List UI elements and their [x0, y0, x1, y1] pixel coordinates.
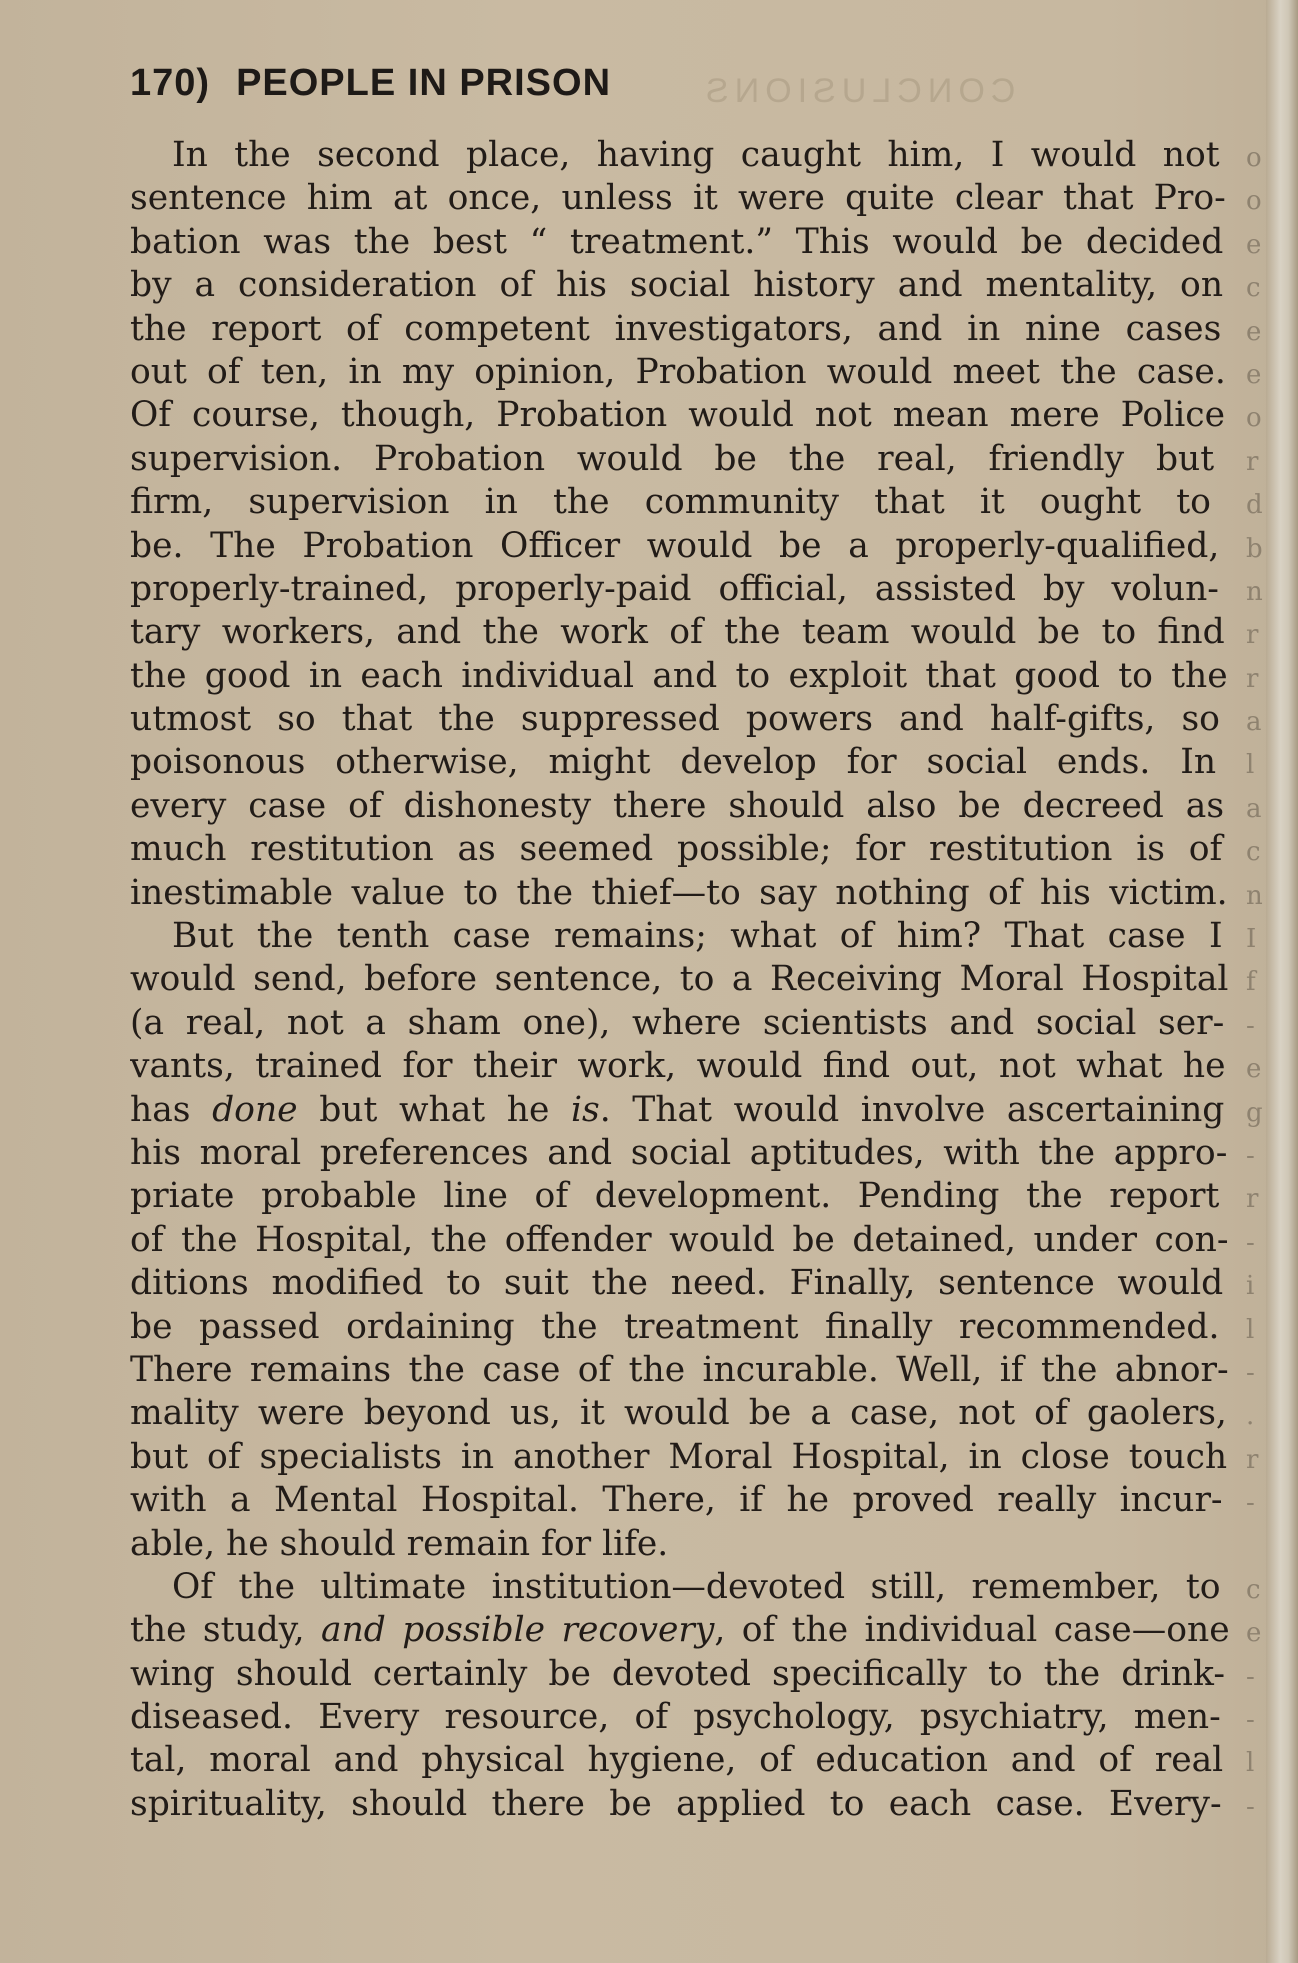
gutter-fragment: o	[1246, 403, 1262, 434]
gutter-fragment: -	[1246, 1227, 1255, 1258]
gutter-fragment: c	[1246, 273, 1261, 304]
text-line	[130, 394, 1270, 437]
gutter-fragment: r	[1246, 446, 1259, 477]
text-segment: the report of competent investigators, and in nine cases	[130, 308, 1222, 349]
text-segment: ditions modified to suit the need. Finally, sentence would	[130, 1263, 1224, 1304]
text-segment: inestimable value to the thief—to say nothing of his victim.	[130, 872, 1228, 913]
text-segment: spirituality, should there be applied to each case. Every-	[130, 1783, 1222, 1824]
text-line	[130, 1479, 1270, 1522]
page-gutter	[1266, 0, 1298, 1963]
text-segment: out of ten, in my opinion, Probation would meet the case.	[130, 351, 1226, 392]
text-segment: able, he should remain for life.	[130, 1523, 669, 1564]
text-segment: be. The Probation Officer would be a properly-qualified,	[130, 525, 1220, 566]
text-line	[130, 1262, 1270, 1305]
text-segment: by a consideration of his social history and mentality, on	[130, 265, 1224, 306]
text-line	[130, 915, 1270, 958]
bleed-through-text: CONCLUSIONS	[700, 72, 1016, 110]
text-line	[130, 1653, 1270, 1696]
gutter-fragment: -	[1246, 1140, 1255, 1171]
text-segment: properly-trained, properly-paid official, assisted by volun-	[130, 568, 1219, 609]
text-line	[130, 438, 1270, 481]
gutter-fragment: a	[1246, 793, 1262, 824]
text-segment: would send, before sentence, to a Receiving Moral Hospital	[130, 959, 1229, 1000]
text-segment: vants, trained for their work, would find out, not what he	[130, 1046, 1226, 1087]
gutter-fragment: -	[1246, 1661, 1255, 1692]
gutter-fragment: l	[1246, 1314, 1255, 1345]
text-line	[130, 1392, 1270, 1435]
text-line	[130, 1175, 1270, 1218]
text-segment: every case of dishonesty there should also be decreed as	[130, 785, 1225, 826]
text-segment: but what he	[297, 1089, 571, 1130]
text-line	[130, 1739, 1270, 1782]
text-line	[130, 1523, 1270, 1566]
text-line	[130, 1609, 1270, 1652]
text-line	[130, 741, 1270, 784]
gutter-fragment: g	[1246, 1097, 1263, 1128]
gutter-fragment: I	[1246, 924, 1257, 955]
text-line	[130, 481, 1270, 524]
text-line	[130, 1783, 1270, 1826]
running-title: PEOPLE IN PRISON	[236, 62, 612, 104]
text-segment: with a Mental Hospital. There, if he proved really incur-	[130, 1480, 1223, 1521]
text-segment: Of the ultimate institution—devoted still, remember, to	[172, 1566, 1221, 1607]
text-line	[130, 785, 1270, 828]
italic-text: done	[212, 1089, 298, 1130]
text-segment: sentence him at once, unless it were quite clear that Pro-	[130, 178, 1226, 219]
text-line	[130, 1132, 1270, 1175]
text-line	[130, 1045, 1270, 1088]
text-segment: much restitution as seemed possible; for restitution is of	[130, 829, 1223, 870]
text-line	[130, 308, 1270, 351]
text-segment: bation was the best “ treatment.” This would be decided	[130, 221, 1224, 262]
text-segment: (a real, not a sham one), where scientists and social ser-	[130, 1002, 1225, 1043]
text-segment: But the tenth case remains; what of him? That case I	[172, 916, 1223, 957]
text-segment: supervision. Probation would be the real, friendly but	[130, 438, 1215, 479]
text-segment: priate probable line of development. Pending the report	[130, 1176, 1220, 1217]
text-segment: diseased. Every resource, of psychology, psychiatry, men-	[130, 1697, 1221, 1738]
text-line	[130, 1436, 1270, 1479]
body-text	[130, 134, 1270, 1826]
text-line	[130, 611, 1270, 654]
text-line	[130, 351, 1270, 394]
text-segment: be passed ordaining the treatment finally recommended.	[130, 1306, 1220, 1347]
text-segment: poisonous otherwise, might develop for social ends. In	[130, 742, 1217, 783]
text-segment: tary workers, and the work of the team would be to find	[130, 612, 1225, 653]
text-line	[130, 1696, 1270, 1739]
gutter-fragment: b	[1246, 533, 1263, 564]
text-line	[130, 568, 1270, 611]
text-line	[130, 655, 1270, 698]
gutter-fragment: e	[1246, 316, 1262, 347]
text-segment: In the second place, having caught him, I would not	[172, 135, 1220, 175]
gutter-fragment: n	[1246, 880, 1263, 911]
gutter-fragment: e	[1246, 1054, 1262, 1085]
running-header	[130, 62, 611, 105]
gutter-fragment: n	[1246, 576, 1263, 607]
gutter-fragment: c	[1246, 837, 1261, 868]
gutter-fragment: l	[1246, 750, 1255, 781]
gutter-fragment: r	[1246, 1184, 1259, 1215]
text-line	[130, 828, 1270, 871]
gutter-fragment: f	[1245, 967, 1256, 998]
page-number: 170)	[130, 62, 211, 104]
text-segment: Of course, though, Probation would not mean mere Police	[130, 395, 1226, 436]
text-line	[130, 698, 1270, 741]
text-segment: his moral preferences and social aptitudes, with the appro-	[130, 1132, 1228, 1173]
text-line	[130, 1566, 1270, 1609]
gutter-fragment: .	[1246, 1401, 1255, 1432]
text-segment: utmost so that the suppressed powers and half-gifts, so	[130, 699, 1220, 740]
text-line	[130, 221, 1270, 264]
gutter-fragment: -	[1246, 1357, 1255, 1388]
italic-text: and possible recovery	[321, 1610, 715, 1651]
text-line	[130, 1349, 1270, 1392]
text-line	[130, 177, 1270, 220]
text-line	[130, 525, 1270, 568]
gutter-fragment: c	[1246, 1574, 1261, 1605]
gutter-fragment: a	[1246, 707, 1262, 738]
text-segment: firm, supervision in the community that it ought to	[130, 482, 1211, 523]
text-line	[130, 1219, 1270, 1262]
text-line	[130, 958, 1270, 1001]
text-segment: of the Hospital, the offender would be detained, under con-	[130, 1219, 1229, 1260]
gutter-fragment: r	[1246, 663, 1259, 694]
text-line	[130, 264, 1270, 307]
gutter-fragment: o	[1246, 143, 1262, 173]
gutter-fragment: r	[1246, 620, 1259, 651]
gutter-fragment: e	[1246, 359, 1262, 390]
text-segment: There remains the case of the incurable. Well, if the abnor-	[130, 1349, 1229, 1390]
text-segment: the study,	[130, 1610, 322, 1651]
gutter-fragment: l	[1246, 1748, 1255, 1779]
gutter-fragment: -	[1246, 1791, 1255, 1822]
italic-text: is	[570, 1089, 600, 1130]
text-line	[130, 1306, 1270, 1349]
gutter-fragment: i	[1246, 1271, 1255, 1302]
text-line	[130, 872, 1270, 915]
gutter-fragment: -	[1246, 1705, 1255, 1736]
text-line	[130, 134, 1270, 177]
gutter-fragment: -	[1246, 1488, 1255, 1519]
text-segment: wing should certainly be devoted specifically to the drink-	[130, 1653, 1225, 1694]
gutter-fragment: r	[1246, 1444, 1259, 1475]
gutter-fragment: e	[1246, 229, 1262, 260]
text-segment: . That would involve ascertaining	[599, 1089, 1225, 1130]
text-segment: has	[130, 1089, 213, 1130]
text-segment: the good in each individual and to exploit that good to the	[130, 655, 1228, 696]
gutter-fragment: d	[1246, 490, 1263, 521]
text-segment: tal, moral and physical hygiene, of education and of real	[130, 1740, 1224, 1781]
text-line	[130, 1002, 1270, 1045]
text-line	[130, 1089, 1270, 1132]
gutter-fragment: o	[1246, 186, 1262, 217]
gutter-fragment: e	[1246, 1618, 1262, 1649]
text-segment: , of the individual case—one	[714, 1610, 1230, 1651]
text-segment: but of specialists in another Moral Hospital, in close touch	[130, 1436, 1228, 1477]
gutter-fragment: -	[1246, 1010, 1255, 1041]
text-segment: mality were beyond us, it would be a case, not of gaolers,	[130, 1393, 1227, 1434]
